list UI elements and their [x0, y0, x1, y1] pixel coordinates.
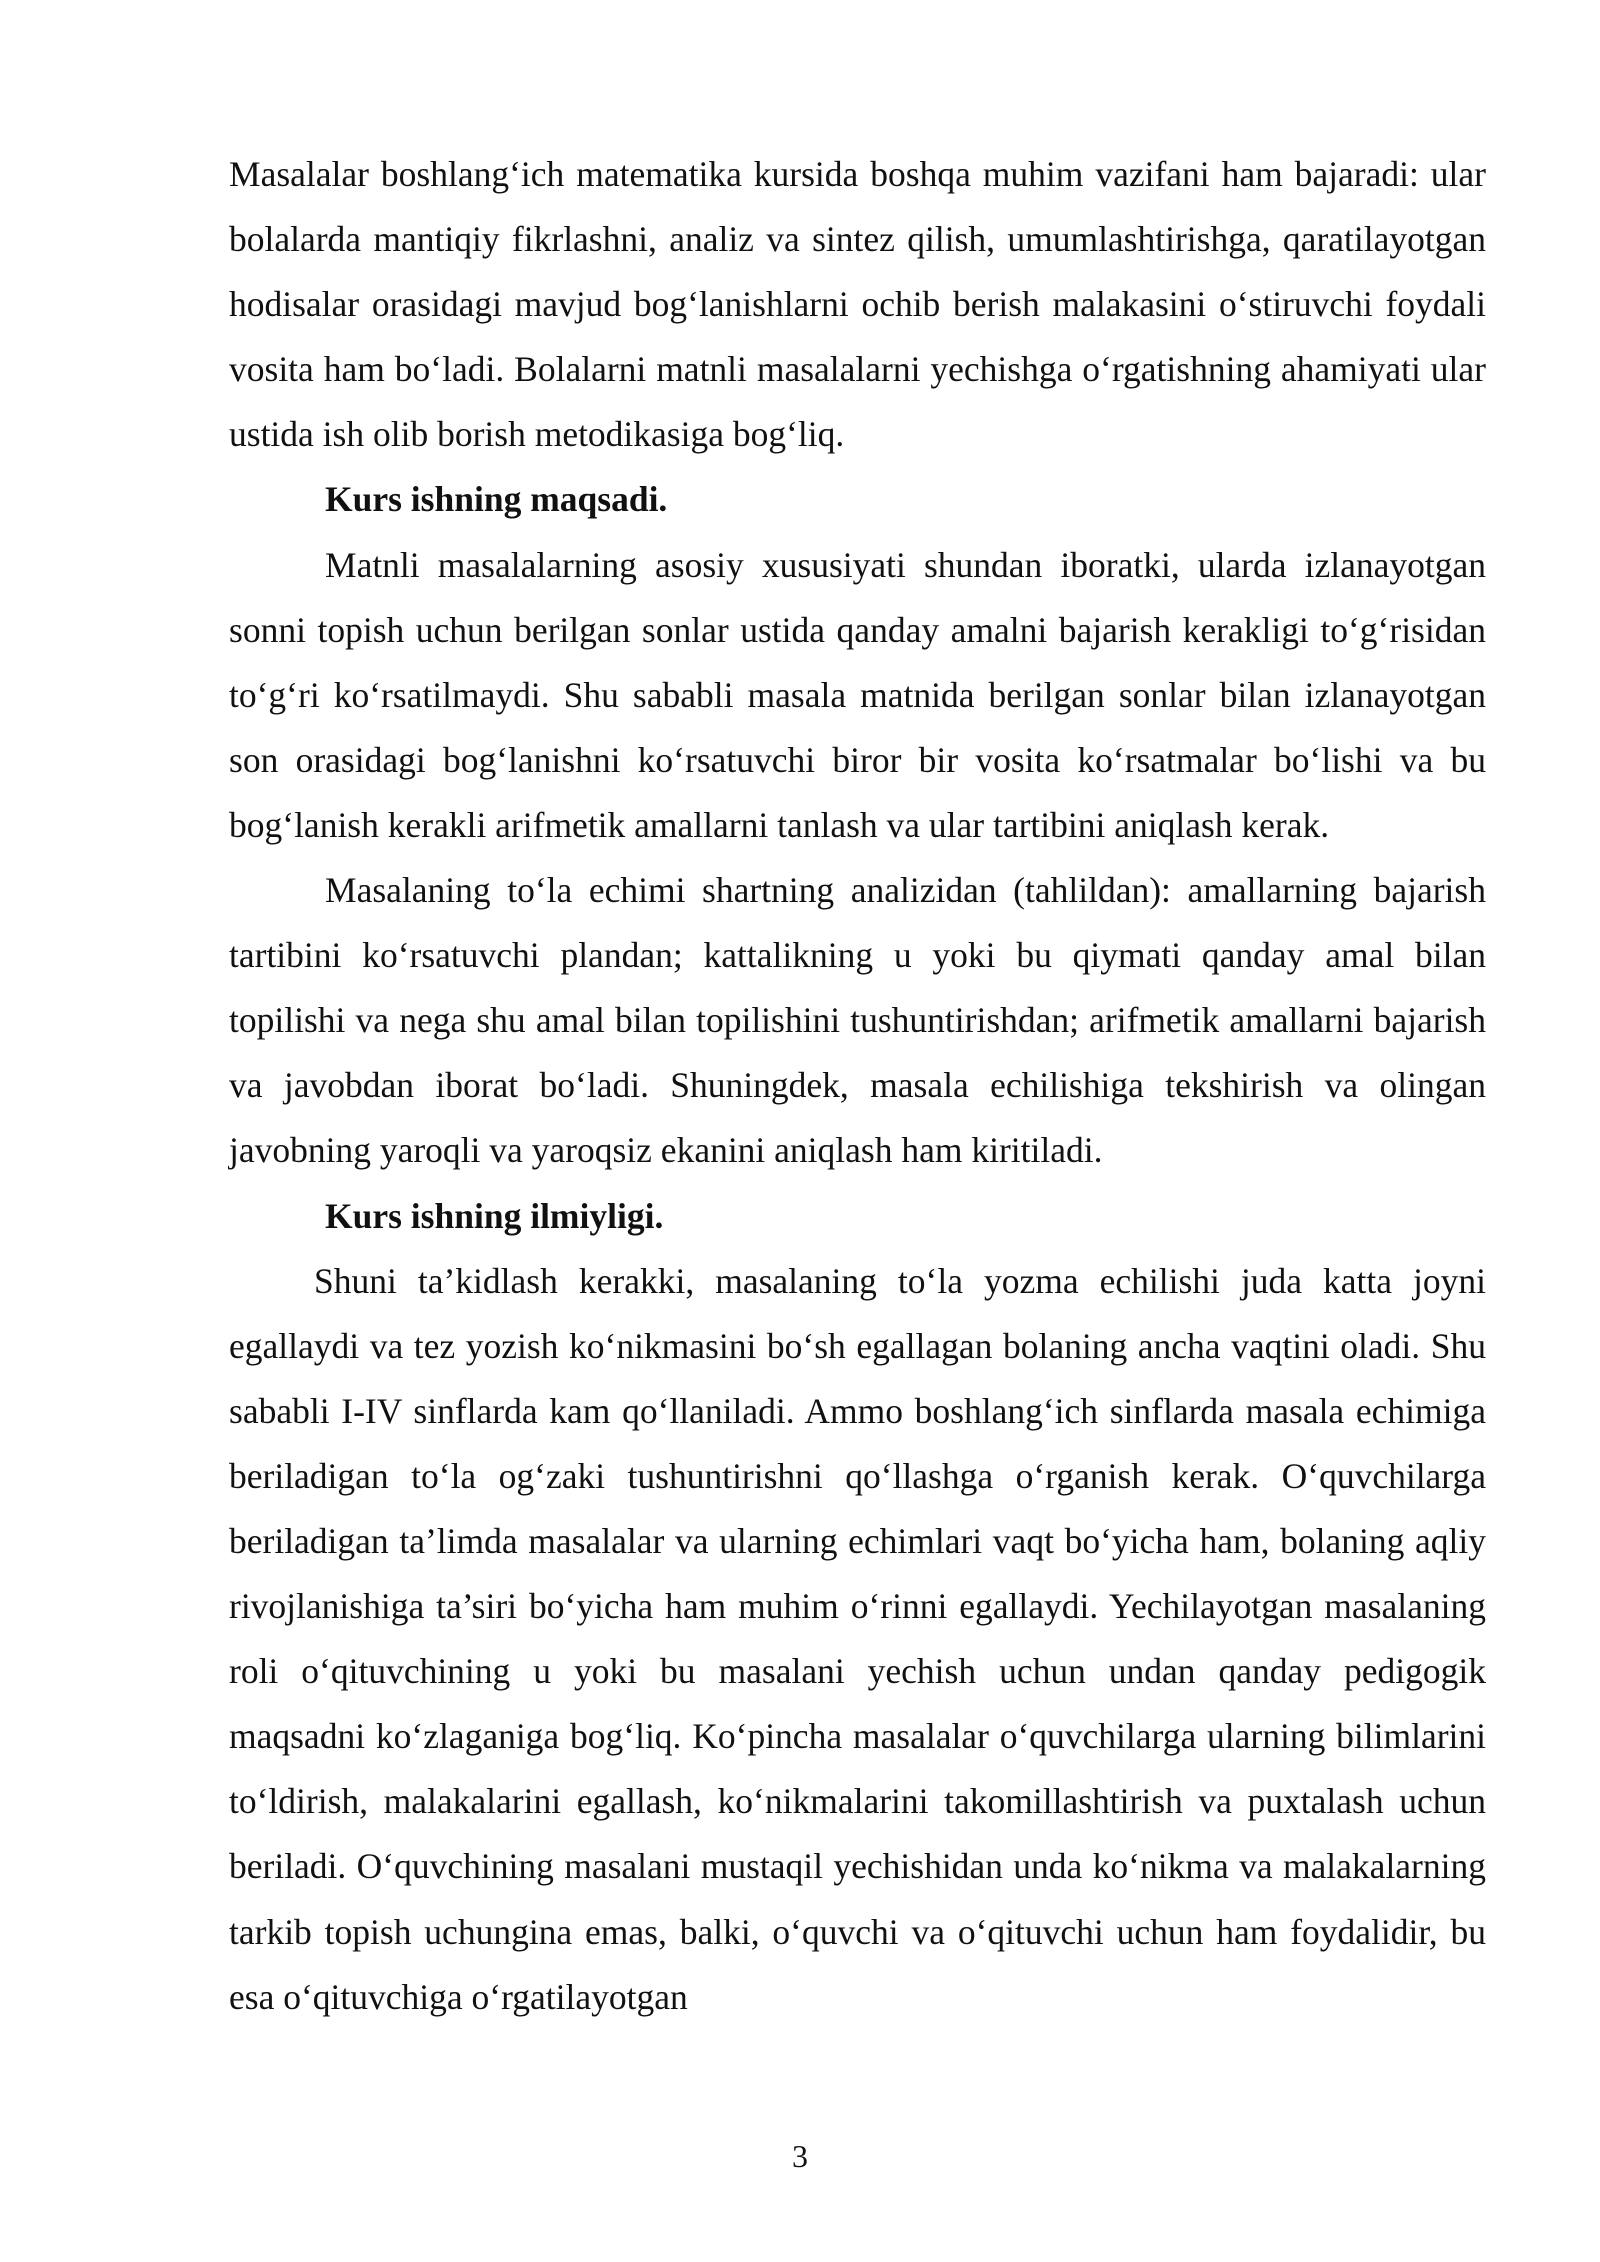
- paragraph-2: Matnli masalalarning asosiy xususiyati shundan iboratki, ularda izlanayotgan sonni topish uchun berilgan sonlar ustida qanday amalni bajarish kerakligi to‘g‘risidan to‘g‘ri ko‘rsatilmaydi. Shu sababli masala matnida berilgan sonlar bilan izlanayotgan son orasidagi bog‘lanishni ko‘rsatuvchi biror bir vosita ko‘rsatmalar bo‘lishi va bu bog‘lanish kerakli arifmetik amallarni tanlash va ular tartibini aniqlash kerak.: [229, 544, 1486, 845]
- page-content: [229, 142, 1486, 2030]
- heading-ilmiyligi: Kurs ishning ilmiyligi.: [325, 1195, 664, 1236]
- page-number: 3: [792, 2138, 808, 2174]
- paragraph-1: Masalalar boshlang‘ich matematika kursida boshqa muhim vazifani ham bajaradi: ular bolalarda mantiqiy fikrlashni, analiz va sintez qilish, umumlashtirishga, qaratilayotgan hodisalar orasidagi mavjud bog‘lanishlarni ochib berish malakasini o‘stiruvchi foydali vosita ham bo‘ladi. Bolalarni matnli masalalarni yechishga o‘rgatishning ahamiyati ular ustida ish olib borish metodikasiga bog‘liq.: [229, 154, 1486, 455]
- paragraph-3: Masalaning to‘la echimi shartning analizidan (tahlildan): amallarning bajarish tartibini ko‘rsatuvchi plandan; kattalikning u yoki bu qiymati qanday amal bilan topilishi va nega shu amal bilan topilishini tushuntirishdan; arifmetik amallarni bajarish va javobdan iborat bo‘ladi. Shuningdek, masala echilishiga tekshirish va olingan javobning yaroqli va yaroqsiz ekanini aniqlash ham kiritiladi.: [229, 870, 1486, 1171]
- paragraph-4: Shuni ta’kidlash kerakki, masalaning to‘la yozma echilishi juda katta joyni egallaydi va tez yozish ko‘nikmasini bo‘sh egallagan bolaning ancha vaqtini oladi. Shu sababli I-IV sinflarda kam qo‘llaniladi. Ammo boshlang‘ich sinflarda masala echimiga beriladigan to‘la og‘zaki tushuntirishni qo‘llashga o‘rganish kerak. O‘quvchilarga beriladigan ta’limda masalalar va ularning echimlari vaqt bo‘yicha ham, bolaning aqliy rivojlanishiga ta’siri bo‘yicha ham muhim o‘rinni egallaydi. Yechilayotgan masalaning roli o‘qituvchining u yoki bu masalani yechish uchun undan qanday pedigogik maqsadni ko‘zlaganiga bog‘liq. Ko‘pincha masalalar o‘quvchilarga ularning bilimlarini to‘ldirish, malakalarini egallash, ko‘nikmalarini takomillashtirish va puxtalash uchun beriladi. O‘quvchining masalani mustaqil yechishidan unda ko‘nikma va malakalarning tarkib topish uchungina emas, balki, o‘quvchi va o‘qituvchi uchun ham foydalidir, bu esa o‘qituvchiga o‘rgatilayotgan: [229, 1260, 1486, 2017]
- heading-maqsad: Kurs ishning maqsadi.: [325, 479, 668, 520]
